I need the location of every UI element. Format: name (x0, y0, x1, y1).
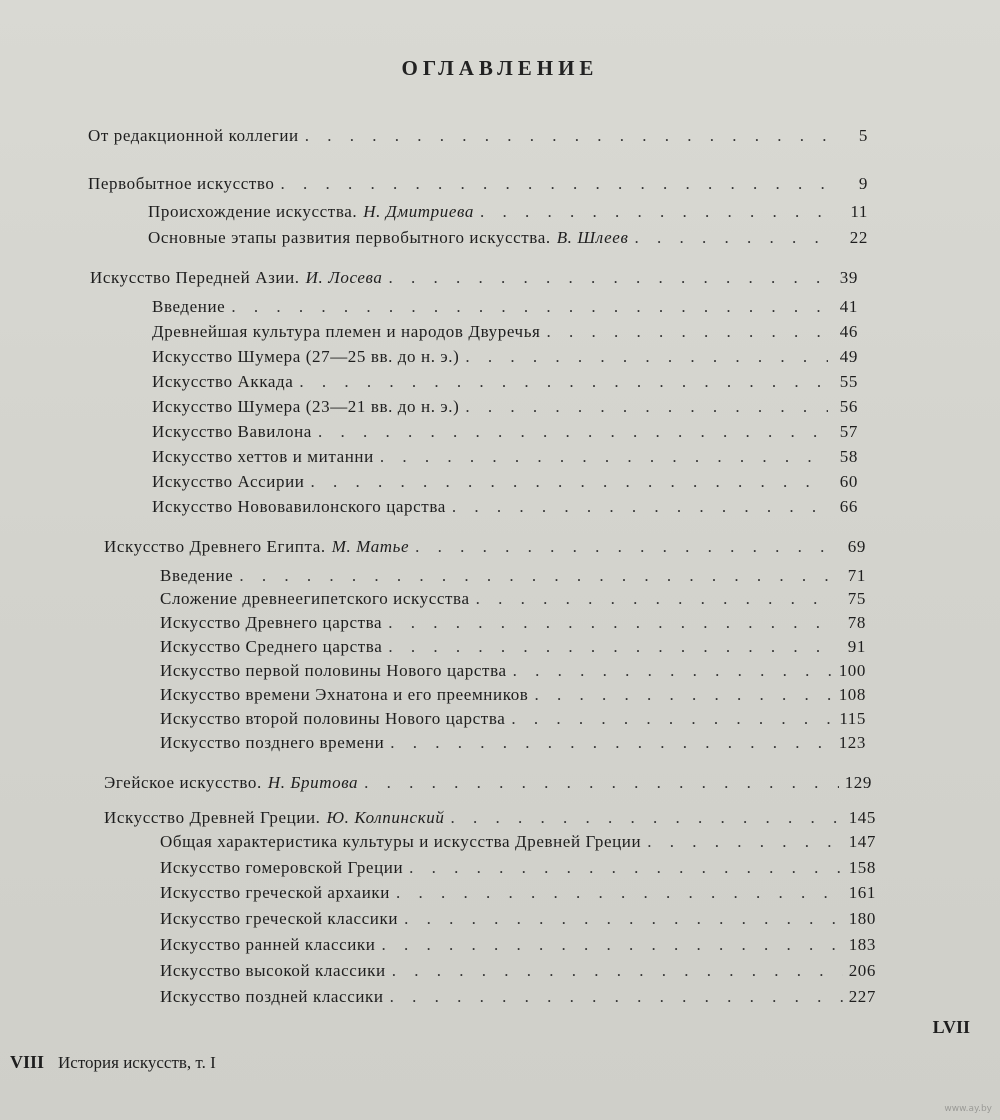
toc-entry (148, 228, 868, 248)
dot-leader (465, 347, 828, 367)
toc-entry-page: 108 (838, 685, 866, 704)
toc-entry-title: Искусство Шумера (23—21 вв. до н. э.) (152, 397, 460, 416)
toc-entry (160, 909, 876, 929)
toc-entry-title: Введение (160, 566, 234, 585)
dot-leader (415, 537, 836, 557)
toc-entry-page: 78 (847, 613, 866, 632)
toc-entry (104, 808, 876, 828)
toc-entry-author: Н. Дмитриева (363, 202, 474, 221)
toc-entry (148, 202, 868, 222)
toc-entry-title: Искусство Передней Азии. (90, 268, 300, 287)
toc-entry-title: Эгейское искусство. (104, 773, 262, 792)
toc-entry (160, 733, 866, 753)
dot-leader (390, 987, 843, 1007)
dot-leader (480, 202, 838, 222)
toc-entry-page: 60 (839, 472, 858, 491)
toc-entry-title: Искусство Древнего царства (160, 613, 383, 632)
toc-entry (160, 685, 866, 705)
toc-entry-title: Введение (152, 297, 226, 316)
toc-entry-page: 56 (839, 397, 858, 416)
toc-entry-author: В. Шлеев (556, 228, 629, 247)
page-title: ОГЛАВЛЕНИЕ (401, 56, 599, 80)
toc-entry-author: Н. Бритова (267, 773, 359, 792)
toc-entry-title: Искусство позднего времени (160, 733, 385, 752)
toc-entry-page: 22 (849, 228, 868, 247)
toc-entry (104, 537, 866, 557)
page-footer (10, 1052, 216, 1073)
toc-entry (152, 397, 858, 417)
toc-entry-page: 55 (839, 372, 858, 391)
toc-entry-title: Искусство второй половины Нового царства (160, 709, 506, 728)
dot-leader (239, 566, 836, 586)
toc-entry-title: Искусство высокой классики (160, 961, 386, 980)
toc-entry-title: Искусство Среднего царства (160, 637, 383, 656)
dot-leader (231, 297, 828, 317)
toc-entry-title: Искусство Аккада (152, 372, 294, 391)
toc-entry (160, 935, 876, 955)
toc-entry (160, 987, 876, 1007)
toc-entry-title: Искусство времени Эхнатона и его преемников (160, 685, 529, 704)
toc-entry-page: 71 (847, 566, 866, 585)
toc-entry (152, 297, 858, 317)
dot-leader (305, 126, 838, 146)
toc-entry-page: 41 (839, 297, 858, 316)
dot-leader (388, 613, 836, 633)
toc-entry (160, 566, 866, 586)
dot-leader (452, 497, 828, 517)
toc-entry-page: 75 (847, 589, 866, 608)
toc-entry (160, 637, 866, 657)
toc-entry (152, 347, 858, 367)
dot-leader (513, 661, 833, 681)
dot-leader (392, 961, 843, 981)
dot-leader (299, 372, 828, 392)
toc-entry-title: Искусство греческой классики (160, 909, 399, 928)
toc-entry (104, 773, 872, 793)
toc-entry-page: 91 (847, 637, 866, 656)
dot-leader (388, 637, 836, 657)
toc-entry-page: 58 (839, 447, 858, 466)
toc-entry-page: 183 (848, 935, 876, 954)
toc-entry-page: 100 (838, 661, 866, 680)
toc-entry-page: 147 (848, 832, 876, 851)
dot-leader (318, 422, 828, 442)
toc-entry-title: Искусство Вавилона (152, 422, 312, 441)
toc-entry-title: Происхождение искусства. (148, 202, 358, 221)
toc-entry (160, 832, 876, 852)
dot-leader (281, 174, 838, 194)
toc-entry-author: М. Матье (331, 537, 410, 556)
toc-entry-title: Искусство Древнего Египта. (104, 537, 326, 556)
toc-entry (152, 372, 858, 392)
toc-entry-page: 66 (839, 497, 858, 516)
toc-entry-title: Искусство первой половины Нового царства (160, 661, 507, 680)
toc-entry (160, 589, 866, 609)
toc-entry-page: 39 (839, 268, 858, 287)
toc-entry-page: 180 (848, 909, 876, 928)
dot-leader (450, 808, 842, 828)
dot-leader (546, 322, 828, 342)
toc-entry-title: Древнейшая культура племен и народов Двуречья (152, 322, 541, 341)
toc-entry-title: Основные этапы развития первобытного искусства. (148, 228, 551, 247)
toc-entry (160, 961, 876, 981)
dot-leader (380, 447, 828, 467)
toc-entry-page: 145 (848, 808, 876, 827)
toc-entry (160, 709, 866, 729)
dot-leader (388, 268, 828, 288)
toc-entry-page: 158 (848, 858, 876, 877)
toc-entry-title: Искусство поздней классики (160, 987, 384, 1006)
toc-entry (152, 497, 858, 517)
toc-entry-page: 123 (838, 733, 866, 752)
toc-entry-page: 5 (858, 126, 868, 145)
toc-entry (88, 126, 868, 146)
footer-page-number: VIII (10, 1052, 45, 1072)
toc-entry-title: Общая характеристика культуры и искусства Древней Греции (160, 832, 642, 851)
toc-entry-title: Искусство греческой архаики (160, 883, 390, 902)
signature-mark: LVII (932, 1017, 970, 1037)
toc-entry (160, 661, 866, 681)
toc-entry (152, 422, 858, 442)
toc-entry-title: Искусство Ассирии (152, 472, 305, 491)
toc-entry-page: 46 (839, 322, 858, 341)
toc-entry-page: 57 (839, 422, 858, 441)
footer-book-title: История искусств, т. I (58, 1053, 216, 1072)
toc-entry-page: 227 (848, 987, 876, 1006)
toc-entry (160, 858, 876, 878)
dot-leader (476, 589, 836, 609)
toc-entry-title: Искусство гомеровской Греции (160, 858, 404, 877)
toc-entry (152, 322, 858, 342)
toc-entry-title: Искусство Древней Греции. (104, 808, 321, 827)
toc-entry (160, 883, 876, 903)
dot-leader (364, 773, 839, 793)
toc-entry (152, 472, 858, 492)
dot-leader (310, 472, 828, 492)
toc-entry-author: Ю. Колпинский (326, 808, 445, 827)
toc-entry-title: Искусство хеттов и митанни (152, 447, 374, 466)
dot-leader (511, 709, 833, 729)
toc-entry-title: Искусство ранней классики (160, 935, 376, 954)
toc-entry (152, 447, 858, 467)
toc-entry-author: И. Лосева (305, 268, 383, 287)
toc-entry-page: 206 (848, 961, 876, 980)
dot-leader (634, 228, 838, 248)
toc-entry (160, 613, 866, 633)
dot-leader (390, 733, 832, 753)
toc-entry-title: Искусство Нововавилонского царства (152, 497, 446, 516)
toc-entry-page: 129 (844, 773, 872, 792)
toc-entry-page: 49 (839, 347, 858, 366)
dot-leader (404, 909, 843, 929)
toc-entry-page: 11 (850, 202, 868, 221)
toc-entry (88, 174, 868, 194)
toc-entry-page: 69 (847, 537, 866, 556)
toc-entry-title: Первобытное искусство (88, 174, 275, 193)
toc-entry-title: Искусство Шумера (27—25 вв. до н. э.) (152, 347, 460, 366)
dot-leader (409, 858, 843, 878)
toc-entry-title: Сложение древнеегипетского искусства (160, 589, 470, 608)
toc-entry-page: 161 (848, 883, 876, 902)
dot-leader (396, 883, 843, 903)
toc-entry-title: От редакционной коллегии (88, 126, 299, 145)
toc-entry-page: 9 (858, 174, 868, 193)
dot-leader (647, 832, 842, 852)
toc-entry-page: 115 (839, 709, 866, 728)
toc-entry (90, 268, 858, 288)
dot-leader (382, 935, 843, 955)
dot-leader (534, 685, 832, 705)
dot-leader (465, 397, 828, 417)
watermark: www.ay.by (944, 1104, 992, 1114)
